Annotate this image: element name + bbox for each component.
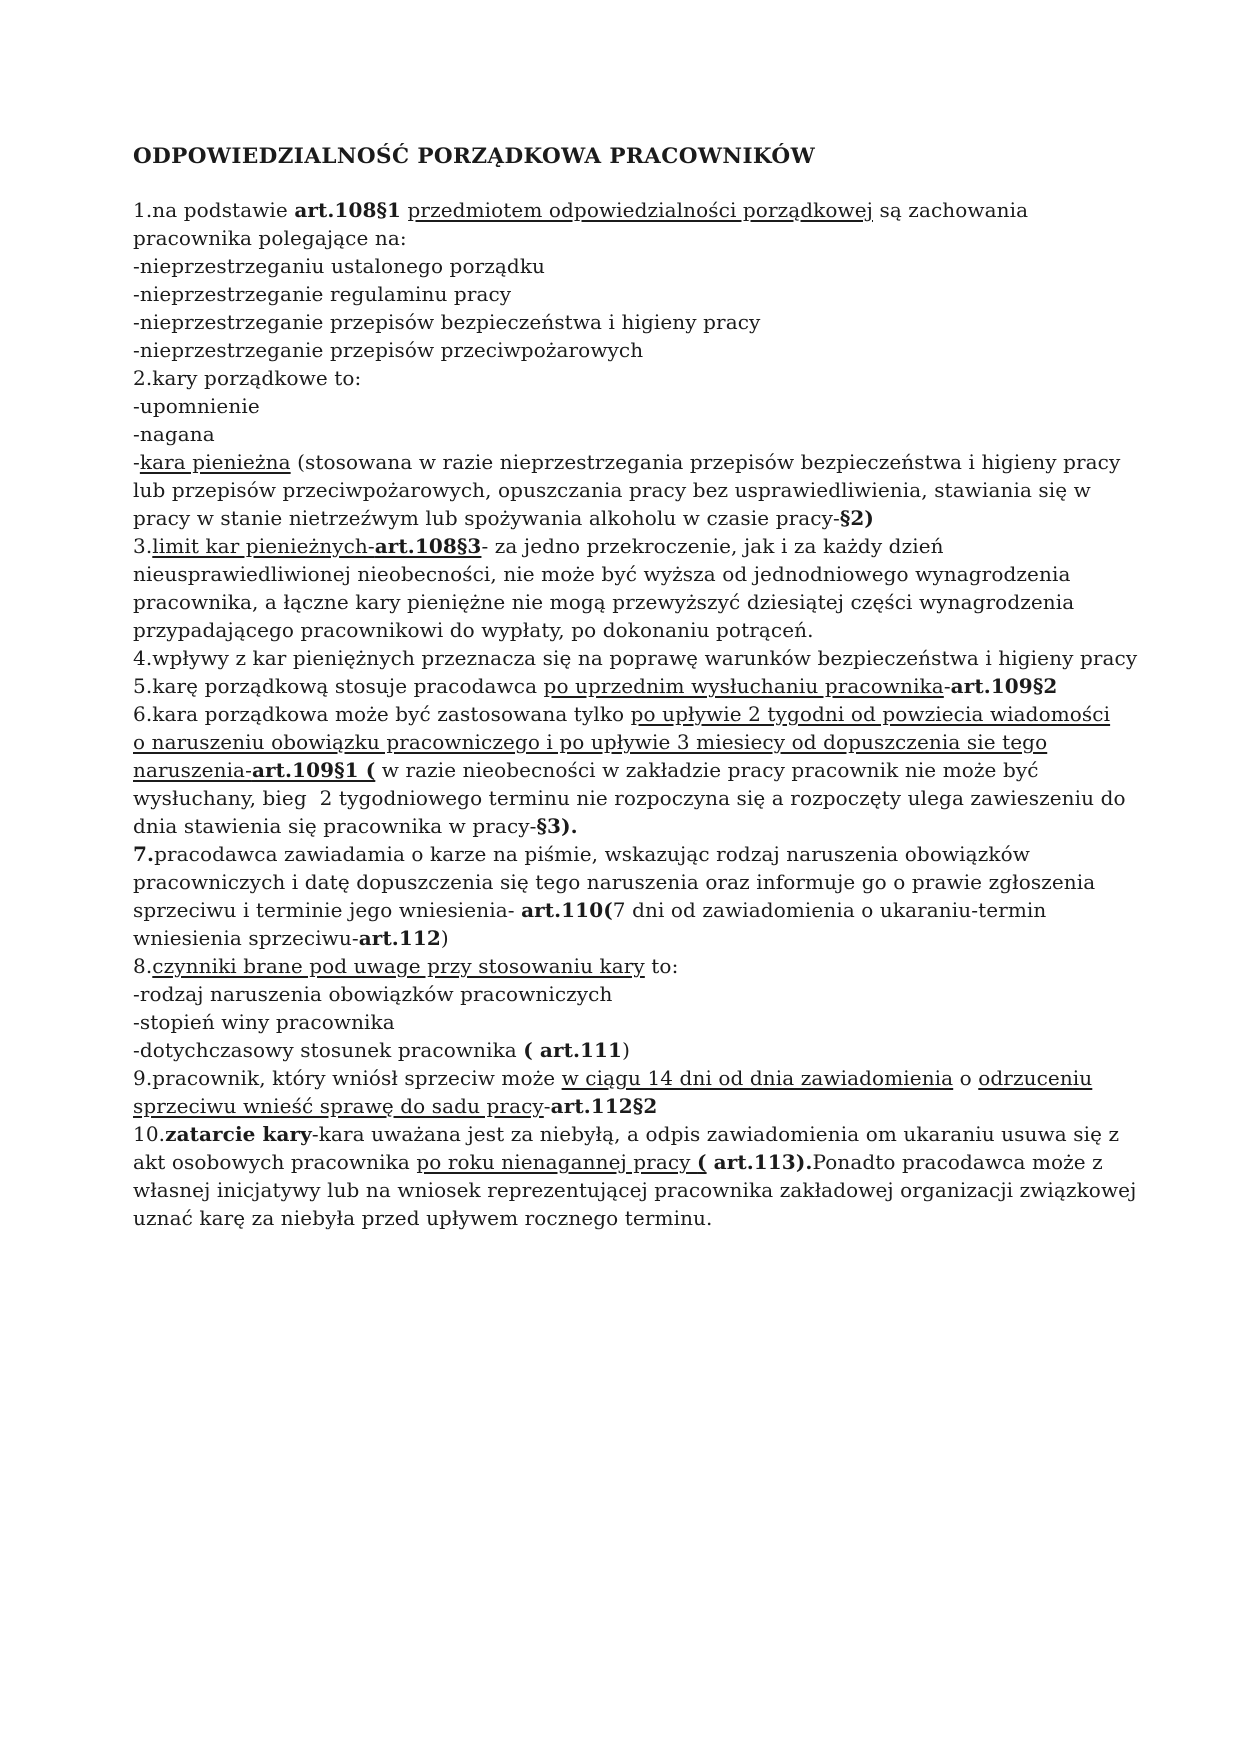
text-run: 4.wpływy z kar pieniężnych przeznacza się na poprawę warunków bezpieczeństwa i higieny pracy (133, 646, 1138, 670)
text-line (133, 924, 1143, 952)
text-line (133, 756, 1143, 784)
document-title: ODPOWIEDZIALNOŚĆ PORZĄDKOWA PRACOWNIKÓW (133, 144, 816, 169)
text-run: o (953, 1066, 979, 1090)
text-line (133, 672, 1143, 700)
text-run: o naruszeniu obowiązku pracowniczego i po upływie 3 miesiecy od dopuszczenia sie tego (133, 730, 1048, 754)
text-line (133, 1204, 1143, 1232)
text-line (133, 980, 1143, 1008)
text-run: art.109§2 (950, 674, 1058, 698)
text-run: zatarcie kary (165, 1122, 312, 1146)
text-run: sprzeciwu i terminie jego wniesienia- (133, 898, 522, 922)
text-run: 10. (133, 1122, 166, 1146)
text-run: czynniki brane pod uwage przy stosowaniu kary (152, 954, 645, 978)
text-run: 2.kary porządkowe to: (133, 366, 362, 390)
text-run: §2) (839, 506, 874, 530)
text-run: -stopień winy pracownika (133, 1010, 395, 1034)
text-line (133, 364, 1143, 392)
text-line (133, 336, 1143, 364)
text-run: - za jedno przekroczenie, jak i za każdy dzień (481, 534, 944, 558)
text-run: -nieprzestrzeganie regulaminu pracy (133, 282, 512, 306)
text-run: -nieprzestrzeganie przepisów bezpieczeństwa i higieny pracy (133, 310, 761, 334)
text-line (133, 392, 1143, 420)
text-run: art.113). (706, 1150, 813, 1174)
text-run: - (943, 674, 951, 698)
text-run: wniesienia sprzeciwu- (133, 926, 359, 950)
text-run: ) (622, 1038, 630, 1062)
text-line (133, 532, 1143, 560)
text-run: art.108§1 (294, 198, 402, 222)
text-line (133, 588, 1143, 616)
text-line (133, 784, 1143, 812)
text-run: dnia stawienia się pracownika w pracy- (133, 814, 537, 838)
text-run: -nieprzestrzeganiu ustalonego porządku (133, 254, 546, 278)
text-run: art.112§2 (550, 1094, 658, 1118)
text-run: ( (697, 1150, 707, 1174)
text-run: pracodawca zawiadamia o karze na piśmie, wskazując rodzaj naruszenia obowiązków (154, 842, 1030, 866)
text-line (133, 1092, 1143, 1120)
text-run: art.110( (521, 898, 613, 922)
text-run: w ciągu 14 dni od dnia zawiadomienia (561, 1066, 954, 1090)
text-line (133, 252, 1143, 280)
text-run: 9.pracownik, który wniósł sprzeciw może (133, 1066, 562, 1090)
text-line (133, 224, 1143, 252)
text-run: 7. (133, 842, 155, 866)
text-line (133, 420, 1143, 448)
text-run: 3. (133, 534, 153, 558)
text-line (133, 840, 1143, 868)
text-run: wysłuchany, bieg 2 tygodniowego terminu nie rozpoczyna się a rozpoczęty ulega zawieszeniu do (133, 786, 1126, 810)
text-run: po upływie 2 tygodni od powziecia wiadomości (630, 702, 1111, 726)
text-line (133, 616, 1143, 644)
text-line (133, 952, 1143, 980)
text-run: limit kar pienieżnych- (152, 534, 375, 558)
text-line (133, 308, 1143, 336)
text-line (133, 1008, 1143, 1036)
text-run: Ponadto pracodawca może z (812, 1150, 1103, 1174)
text-run: własnej inicjatywy lub na wniosek reprezentującej pracownika zakładowej organizacji związkowej (133, 1178, 1137, 1202)
text-run: ) (440, 926, 449, 950)
text-run: odrzuceniu (978, 1066, 1093, 1090)
text-run: pracy w stanie nietrzeźwym lub spożywania alkoholu w czasie pracy- (133, 506, 840, 530)
text-line (133, 728, 1143, 756)
text-run: są zachowania (873, 198, 1029, 222)
text-line (133, 476, 1143, 504)
text-run: art.109§1 ( (251, 758, 376, 782)
text-line (133, 644, 1143, 672)
text-run: 6.kara porządkowa może być zastosowana tylko (133, 702, 631, 726)
text-run: -dotychczasowy stosunek pracownika (133, 1038, 524, 1062)
text-run: - (543, 1094, 551, 1118)
text-line (133, 812, 1143, 840)
text-line (133, 896, 1143, 924)
text-run: -upomnienie (133, 394, 260, 418)
text-run: uznać karę za niebyła przed upływem rocznego terminu. (133, 1206, 713, 1230)
text-run: - (133, 450, 140, 474)
text-line (133, 504, 1143, 532)
text-line (133, 1120, 1143, 1148)
text-run: (stosowana w razie nieprzestrzegania przepisów bezpieczeństwa i higieny pracy (290, 450, 1121, 474)
text-run: w razie nieobecności w zakładzie pracy pracownik nie może być (375, 758, 1039, 782)
text-run: 8. (133, 954, 153, 978)
text-line (133, 868, 1143, 896)
text-run: lub przepisów przeciwpożarowych, opuszczania pracy bez usprawiedliwienia, stawiania się w (133, 478, 1091, 502)
text-run: po uprzednim wysłuchaniu pracownika (543, 674, 944, 698)
text-run: kara pienieżna (139, 450, 291, 474)
text-run: naruszenia- (133, 758, 252, 782)
text-line (133, 1036, 1143, 1064)
text-run: §3). (536, 814, 578, 838)
text-run: pracowniczych i datę dopuszczenia się tego naruszenia oraz informuje go o prawie zgłoszenia (133, 870, 1096, 894)
text-line (133, 1148, 1143, 1176)
text-run: -kara uważana jest za niebyłą, a odpis zawiadomienia om ukaraniu usuwa się z (311, 1122, 1120, 1146)
text-run: 1.na podstawie (133, 198, 295, 222)
text-line (133, 700, 1143, 728)
text-run: nieusprawiedliwionej nieobecności, nie może być wyższa od jednodniowego wynagrodzenia (133, 562, 1071, 586)
text-line (133, 560, 1143, 588)
text-run: -nieprzestrzeganie przepisów przeciwpożarowych (133, 338, 644, 362)
text-run: -nagana (133, 422, 215, 446)
text-run: -rodzaj naruszenia obowiązków pracowniczych (133, 982, 613, 1006)
text-run: pracownika, a łączne kary pieniężne nie mogą przewyższyć dziesiątej części wynagrodzenia (133, 590, 1075, 614)
text-line (133, 196, 1143, 224)
text-run: to: (644, 954, 679, 978)
text-run: przedmiotem odpowiedzialności porządkowej (407, 198, 873, 222)
text-run: 7 dni od zawiadomienia o ukaraniu-termin (612, 898, 1047, 922)
document-body (133, 196, 1143, 1232)
text-line (133, 280, 1143, 308)
text-run: po roku nienagannej pracy (416, 1150, 698, 1174)
text-line (133, 1176, 1143, 1204)
text-run: ( art.111 (523, 1038, 623, 1062)
text-line (133, 448, 1143, 476)
text-run: przypadającego pracownikowi do wypłaty, po dokonaniu potrąceń. (133, 618, 814, 642)
text-run: art.108§3 (374, 534, 482, 558)
text-run: pracownika polegające na: (133, 226, 407, 250)
text-line (133, 1064, 1143, 1092)
text-run: sprzeciwu wnieść sprawę do sadu pracy (133, 1094, 544, 1118)
text-run: akt osobowych pracownika (133, 1150, 417, 1174)
text-run: art.112 (358, 926, 441, 950)
text-run: 5.karę porządkową stosuje pracodawca (133, 674, 544, 698)
